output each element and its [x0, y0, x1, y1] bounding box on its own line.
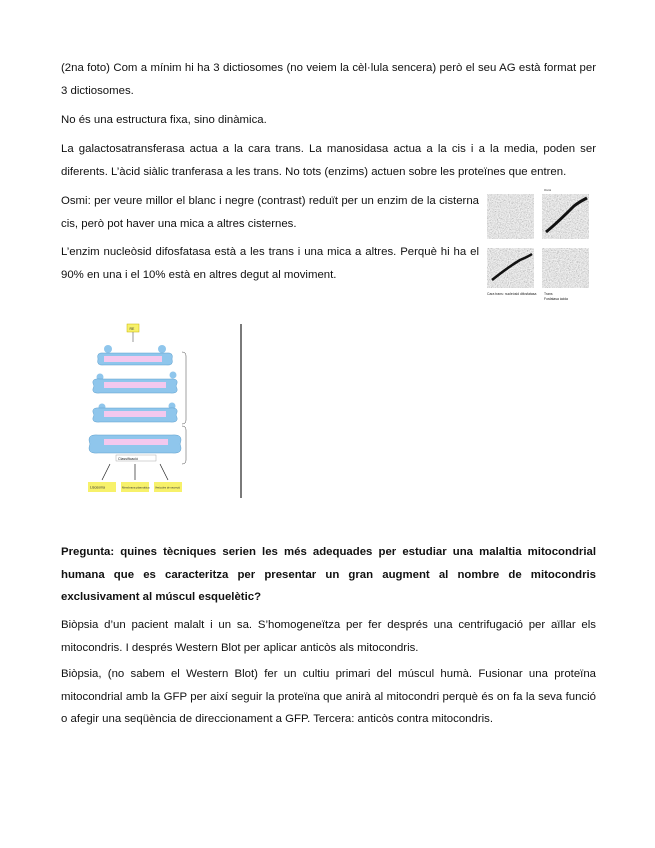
micrograph-panel-2: [542, 194, 589, 239]
micrograph-panel-3: [487, 248, 534, 288]
paragraph-nucleosid: L’enzim nucleòsid difosfatasa està a les trans i una mica a altres. Perquè hi ha el 90% en una i el 10% està en altres degut al moviment.: [61, 246, 479, 281]
paragraph-dictiosomes: (2na foto) Com a mínim hi ha 3 dictiosomes (no veiem la cèl·lula sencera) però el seu AG està format per 3 dictiosomes.: [61, 62, 596, 97]
golgi-label-membrana: Membrana plasmàtica: [122, 485, 150, 490]
em-label-trans: Trans: [544, 292, 553, 296]
paragraph-biopsia-1: Biòpsia d’un pacient malalt i un sa. S’homogeneïtza per fer després una centrifugació per aïllar els mitocondris. I després Western Blot per aplicar anticòs als mitocondris.: [61, 619, 596, 654]
em-label-nucleosid: Cara trans: nucleòsid difosfatasa: [487, 292, 537, 296]
golgi-label-classificacio: Classificació: [118, 456, 138, 461]
paragraph-osmi: Osmi: per veure millor el blanc i negre (contrast) reduït per un enzim de la cisterna cis, però pot haver una mica a altres cisternes.: [61, 195, 479, 230]
micrograph-figure: [484, 186, 592, 308]
paragraph-dinamica: No és una estructura fixa, sino dinàmica.: [61, 114, 267, 126]
em-label-fosfatasa: Fosfatasa àcida: [544, 297, 568, 301]
em-label-osmi: Osmi: [544, 188, 551, 192]
golgi-diagram-figure: [60, 322, 244, 500]
paragraph-biopsia-2: Biòpsia, (no sabem el Western Blot) fer un cultiu primari del múscul humà. Fusionar una proteïna mitocondrial amb la GFP per així seguir la proteïna que anirà al mitocondri perquè és on fa la seva funció o afegir una seqüència de direccionament a GFP. Tercera: anticòs contra mitocondris.: [61, 668, 596, 725]
paragraph-enzims: La galactosatransferasa actua a la cara trans. La manosidasa actua a la cis i a la media, poden ser diferents. L’àcid siàlic tranferasa a les trans. No tots (enzims) actuen sobre les proteïnes que entren.: [61, 143, 596, 178]
micrograph-panel-1: [487, 194, 534, 239]
golgi-label-lisosoma: Lisosoma: [90, 485, 105, 490]
question-paragraph: Pregunta: quines tècniques serien les més adequades per estudiar una malaltia mitocondrial humana que es caracteritza per presentar un gran augment al nombre de mitocondris exclusivament al múscul esquelètic?: [61, 546, 596, 603]
micrograph-panel-4: [542, 248, 589, 288]
golgi-label-vesicules: Vesícules de secreció: [155, 486, 181, 490]
golgi-label-re: RE: [129, 327, 135, 331]
